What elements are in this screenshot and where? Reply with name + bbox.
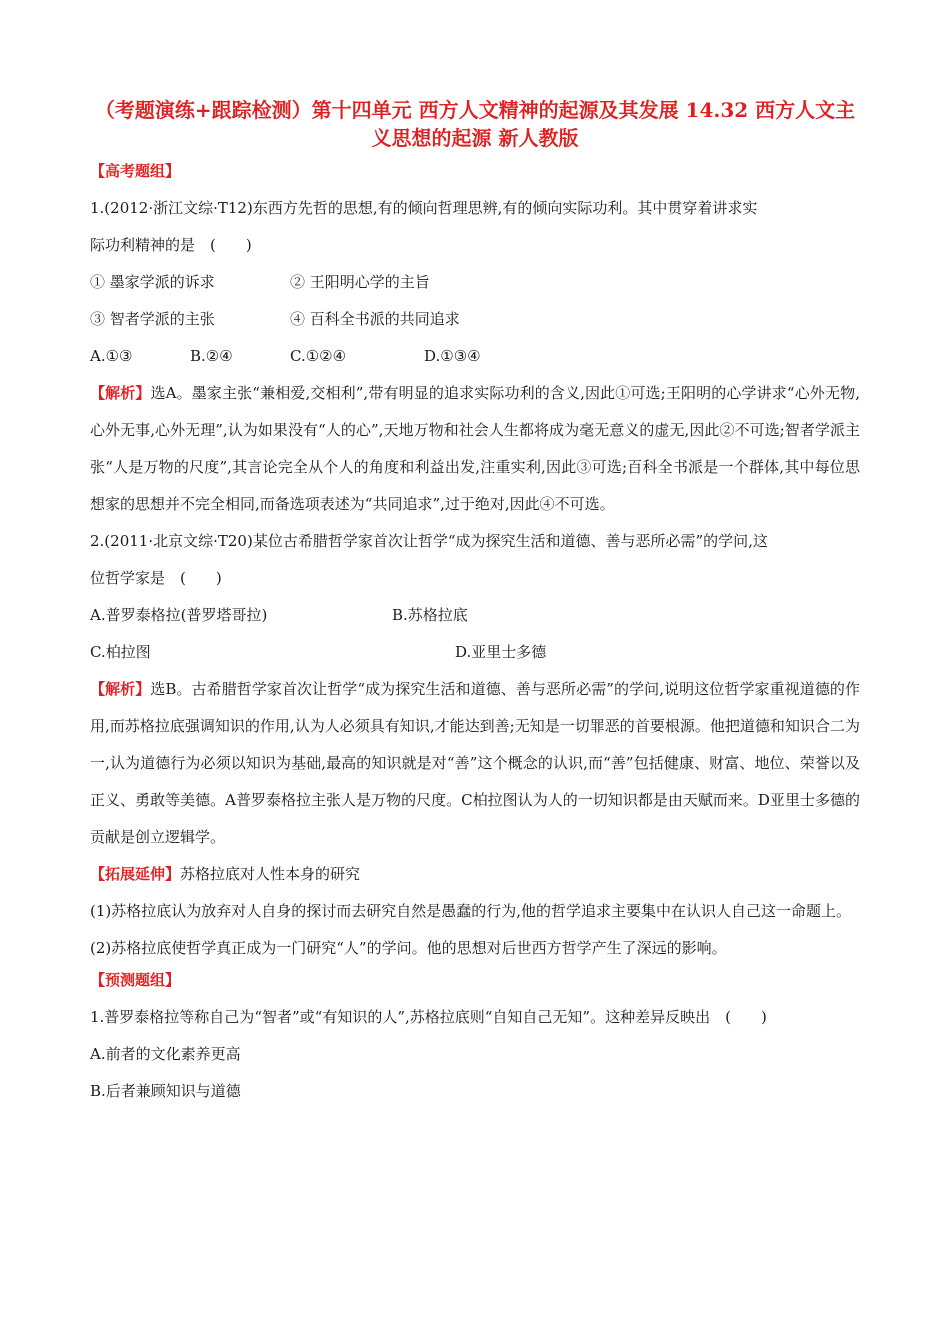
extension-title: 苏格拉底对人性本身的研究 [180,865,361,883]
question-2-stem-line1: 2.(2011·北京文综·T20)某位古希腊哲学家首次让哲学“成为探究生活和道德、善与恶所必需”的学问,这 [90,532,768,550]
question-2-options-row1 [90,597,860,634]
option-c: C.柏拉图 [90,643,151,661]
question-1 [90,190,860,523]
question-1-analysis [90,375,860,523]
option-b: B.②④ [190,347,233,365]
extension-tag: 【拓展延伸】 [90,865,181,883]
question-1-stem-line2: 际功利精神的是 ( ) [90,236,252,254]
section-heading-gaokao: 【高考题组】 [90,162,181,180]
option-a: A.普罗泰格拉(普罗塔哥拉) [90,606,268,624]
question-1-options [90,338,860,375]
page-title: （考题演练+跟踪检测）第十四单元 西方人文精神的起源及其发展 14.32 西方人文主义思想的起源 新人教版 [94,98,856,150]
question-1-item: ③ 智者学派的主张 [90,310,215,328]
question-1-item: ① 墨家学派的诉求 [90,273,215,291]
prediction-question-1 [90,999,860,1110]
option-d: D.亚里士多德 [455,643,547,661]
question-1-stem-line1: 1.(2012·浙江文综·T12)东西方先哲的思想,有的倾向哲理思辨,有的倾向实际功利。其中贯穿着讲求实 [90,199,758,217]
option-a: A.前者的文化素养更高 [90,1045,241,1063]
document-page [90,96,860,1110]
analysis-text: 选A。墨家主张“兼相爱,交相利”,带有明显的追求实际功利的含义,因此①可选;王阳明的心学讲求“心外无物,心外无事,心外无理”,认为如果没有“人的心”,天地万物和社会人生都将成为毫无意义的虚无,因此②不可选;智者学派主张“人是万物的尺度”,其言论完全从个人的角度和利益出发,注重实利,因此③可选;百科全书派是一个群体,其中每位思想家的思想并不完全相同,而备选项表述为“共同追求”,过于绝对,因此④不可选。 [90,384,860,513]
question-1-items-row1 [90,264,860,301]
extension-point-2: (2)苏格拉底使哲学真正成为一门研究“人”的学问。他的思想对后世西方哲学产生了深远的影响。 [90,939,727,957]
option-a: A.①③ [90,347,133,365]
prediction-question-1-stem: 1.普罗泰格拉等称自己为“智者”或“有知识的人”,苏格拉底则“自知自己无知”。这种差异反映出 ( ) [90,1008,767,1026]
question-2-analysis [90,671,860,856]
option-b: B.苏格拉底 [392,606,468,624]
section-heading-yuce: 【预测题组】 [90,971,181,989]
question-1-item: ② 王阳明心学的主旨 [290,273,430,291]
option-d: D.①③④ [424,347,481,365]
question-1-items-row2 [90,301,860,338]
question-2-stem-line2: 位哲学家是 ( ) [90,569,222,587]
question-1-item: ④ 百科全书派的共同追求 [290,310,460,328]
option-b: B.后者兼顾知识与道德 [90,1082,241,1100]
extension-point-1: (1)苏格拉底认为放弃对人自身的探讨而去研究自然是愚蠢的行为,他的哲学追求主要集中在认识人自己这一命题上。 [90,902,852,920]
question-2 [90,523,860,967]
option-c: C.①②④ [290,347,347,365]
analysis-tag: 【解析】 [90,384,151,402]
extension-heading [90,856,860,893]
analysis-text: 选B。古希腊哲学家首次让哲学“成为探究生活和道德、善与恶所必需”的学问,说明这位哲学家重视道德的作用,而苏格拉底强调知识的作用,认为人必须具有知识,才能达到善;无知是一切罪恶的首要根源。他把道德和知识合二为一,认为道德行为必须以知识为基础,最高的知识就是对“善”这个概念的认识,而“善”包括健康、财富、地位、荣誉以及正义、勇敢等美德。A普罗泰格拉主张人是万物的尺度。C柏拉图认为人的一切知识都是由天赋而来。D亚里士多德的贡献是创立逻辑学。 [90,680,860,846]
analysis-tag: 【解析】 [90,680,151,698]
question-2-options-row2 [90,634,860,671]
